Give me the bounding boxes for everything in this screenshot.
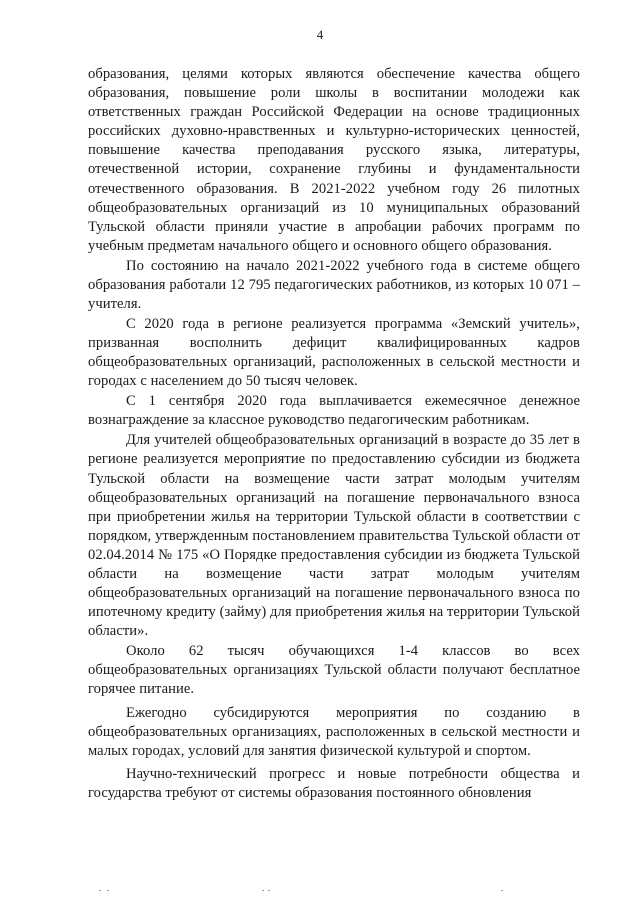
- scan-dot: [501, 890, 503, 891]
- paragraph-staff-count: По состоянию на начало 2021-2022 учебного года в системе общего образования работали 12 795 педагогических работников, из которых 10 071 – учителя.: [88, 257, 580, 313]
- paragraph-housing-subsidy: Для учителей общеобразовательных организаций в возрасте до 35 лет в регионе реализуется мероприятие по предоставлению субсидии из бюджета Тульской области на возмещение части затрат молодым учителям общеобразовательных организаций на погашение первоначального взноса при приобретении жилья на территории Тульской области в соответствии с порядком, утвержденным постановлением правительства Тульской области от 02.04.2014 № 175 «О Порядке предоставления субсидии из бюджета Тульской области на возмещение части затрат молодым учителям общеобразовательных организаций на погашение первоначального взноса по ипотечному кредиту (займу) для приобретения жилья на территории Тульской области».: [88, 432, 580, 640]
- paragraph-hot-meals: Около 62 тысяч обучающихся 1-4 классов во всех общеобразовательных организациях Тульской области получают бесплатное горячее питание.: [88, 643, 580, 698]
- scan-dot: [268, 890, 270, 891]
- scan-dot: [99, 890, 101, 891]
- paragraph-sports-conditions: Ежегодно субсидируются мероприятия по созданию в общеобразовательных организациях, расположенных в сельской местности и малых городах, условий для занятия физической культурой и спортом.: [88, 704, 580, 759]
- page-number: 4: [316, 27, 324, 42]
- paragraph-class-teacher-pay: С 1 сентября 2020 года выплачивается ежемесячное денежное вознаграждение за классное руководство педагогическим работникам.: [88, 393, 580, 429]
- scan-artifacts: [0, 888, 640, 894]
- scan-dot: [262, 890, 264, 891]
- document-body: [88, 65, 580, 804]
- paragraph-zemsky-teacher: С 2020 года в регионе реализуется программа «Земский учитель», призванная восполнить дефицит квалифицированных кадров общеобразовательных организаций, расположенных в сельской местности и городах с населением до 50 тысяч человек.: [88, 316, 580, 390]
- scan-dot: [107, 890, 109, 891]
- paragraph-educational-goals: образования, целями которых являются обеспечение качества общего образования, повышение роли школы в воспитании молодежи как ответственных граждан Российской Федерации на основе традиционных российских духовно-нравственных и культурно-исторических ценностей, повышение качества преподавания русского языка, литературы, отечественной истории, сохранение глубины и фундаментальности отечественного образования. В 2021-2022 учебном году 26 пилотных общеобразовательных организаций из 10 муниципальных образований Тульской области приняли участие в апробации рабочих программ по учебным предметам начального общего и основного общего образования.: [88, 66, 580, 254]
- paragraph-scientific-progress: Научно-технический прогресс и новые потребности общества и государства требуют от системы образования постоянного обновления: [88, 765, 580, 801]
